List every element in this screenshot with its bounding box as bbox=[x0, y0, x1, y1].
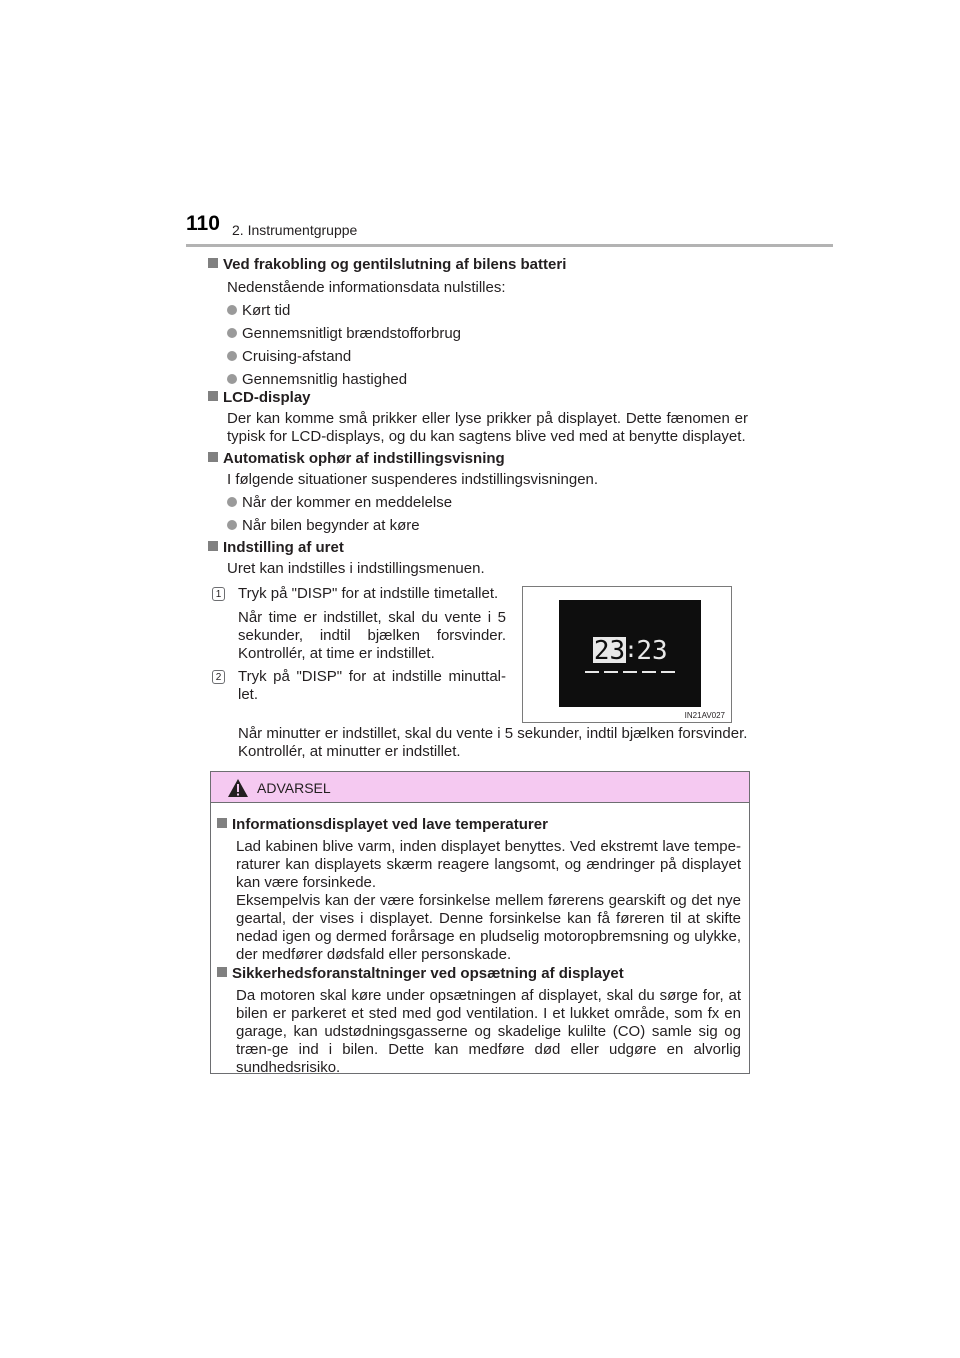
step-1 bbox=[212, 585, 506, 663]
square-bullet-icon bbox=[208, 391, 218, 401]
warning-item-heading: Sikkerhedsforanstaltninger ved opsætning af displayet bbox=[217, 965, 741, 983]
step-2 bbox=[212, 668, 506, 704]
square-bullet-icon bbox=[208, 541, 218, 551]
step-number: 1 bbox=[212, 587, 225, 601]
warning-icon bbox=[227, 778, 249, 798]
lcd-screen bbox=[559, 600, 701, 707]
clock-minutes: 23 bbox=[636, 636, 668, 666]
section-heading: Automatisk ophør af indstillingsvisning bbox=[208, 450, 748, 468]
square-bullet-icon bbox=[217, 818, 227, 828]
list-item: Gennemsnitlig hastighed bbox=[227, 371, 748, 389]
bullet-dot-icon bbox=[227, 305, 237, 315]
section-text: Der kan komme små prikker eller lyse prikker på displayet. Dette fænomen er typisk for LCD-displays, og du kan sagtens blive ved med at benytte displayet. bbox=[227, 410, 748, 445]
bullet-dot-icon bbox=[227, 374, 237, 384]
step-text: Tryk på "DISP" for at indstille minuttal-let. bbox=[238, 668, 506, 703]
clock-hours: 23 bbox=[593, 636, 626, 666]
square-bullet-icon bbox=[208, 452, 218, 462]
figure-code: IN21AV027 bbox=[684, 711, 725, 720]
list-item: Cruising-afstand bbox=[227, 348, 748, 366]
section-auto-stop bbox=[208, 450, 748, 535]
section-battery bbox=[208, 256, 748, 389]
section-text: Nedenstående informationsdata nulstilles: bbox=[227, 279, 506, 296]
clock-display-figure bbox=[522, 586, 732, 723]
warning-item-setup bbox=[217, 965, 741, 1077]
after-steps-text: Når minutter er indstillet, skal du vente i 5 sekunder, indtil bjælken forsvinder. Kontrollér, at minutter er indstillet. bbox=[238, 725, 748, 760]
page-number: 110 bbox=[186, 212, 220, 235]
chapter-title: 2. Instrumentgruppe bbox=[232, 222, 358, 238]
section-heading: Ved frakobling og gentilslutning af bilens batteri bbox=[208, 256, 748, 274]
warning-header bbox=[211, 772, 749, 803]
warning-item-low-temp bbox=[217, 816, 741, 964]
section-text: I følgende situationer suspenderes indstillingsvisningen. bbox=[227, 471, 599, 488]
list-item: Gennemsnitligt brændstofforbrug bbox=[227, 325, 748, 343]
list-item: Når bilen begynder at køre bbox=[227, 517, 748, 535]
section-clock bbox=[208, 539, 748, 578]
warning-paragraph: Eksempelvis kan der være forsinkelse mellem førerens gearskift og det nye geartal, der vises i displayet. Denne forsinkelse kan få føreren til at skifte nedad igen og dermed forårsage en pludselig motoropbremsning og ulykke, der medfører dødsfald eller personskade. bbox=[236, 892, 741, 963]
warning-item-heading: Informationsdisplayet ved lave temperaturer bbox=[217, 816, 741, 834]
section-lcd bbox=[208, 389, 748, 446]
bullet-dot-icon bbox=[227, 351, 237, 361]
warning-box bbox=[210, 771, 750, 1074]
warning-paragraph: Da motoren skal køre under opsætningen af displayet, skal du sørge for, at bilen er parkeret et sted med god ventilation. I et lukket område, som fx en garage, kan udstødningsgasserne og skadelige kulilte (CO) samle sig og træn-ge ind i bilen. Dette kan medføre død eller udgøre en alvorlig sundhedsrisiko. bbox=[236, 987, 741, 1076]
list-item: Når der kommer en meddelelse bbox=[227, 494, 748, 512]
clock-colon: : bbox=[624, 638, 638, 663]
step-text: Tryk på "DISP" for at indstille timetallet. bbox=[238, 585, 499, 602]
clock-readout bbox=[559, 600, 701, 707]
step-number: 2 bbox=[212, 670, 225, 684]
section-heading: LCD-display bbox=[208, 389, 748, 407]
list-item: Kørt tid bbox=[227, 302, 748, 320]
warning-label: ADVARSEL bbox=[257, 780, 331, 796]
section-text: Uret kan indstilles i indstillingsmenuen. bbox=[227, 560, 485, 577]
warning-paragraph: Lad kabinen blive varm, inden displayet benyttes. Ved ekstremt lave tempe-raturer kan displayets skærm reagere langsomt, og ændringer på displayet kan være forsinkede. bbox=[236, 838, 741, 891]
header-rule bbox=[186, 244, 833, 247]
bullet-dot-icon bbox=[227, 328, 237, 338]
section-heading: Indstilling af uret bbox=[208, 539, 748, 557]
step-note: Når time er indstillet, skal du vente i 5 sekunder, indtil bjælken forsvinder. Kontrollér, at time er indstillet. bbox=[238, 609, 506, 662]
square-bullet-icon bbox=[217, 967, 227, 977]
progress-bar-dashes bbox=[585, 671, 675, 673]
bullet-dot-icon bbox=[227, 497, 237, 507]
bullet-dot-icon bbox=[227, 520, 237, 530]
square-bullet-icon bbox=[208, 258, 218, 268]
